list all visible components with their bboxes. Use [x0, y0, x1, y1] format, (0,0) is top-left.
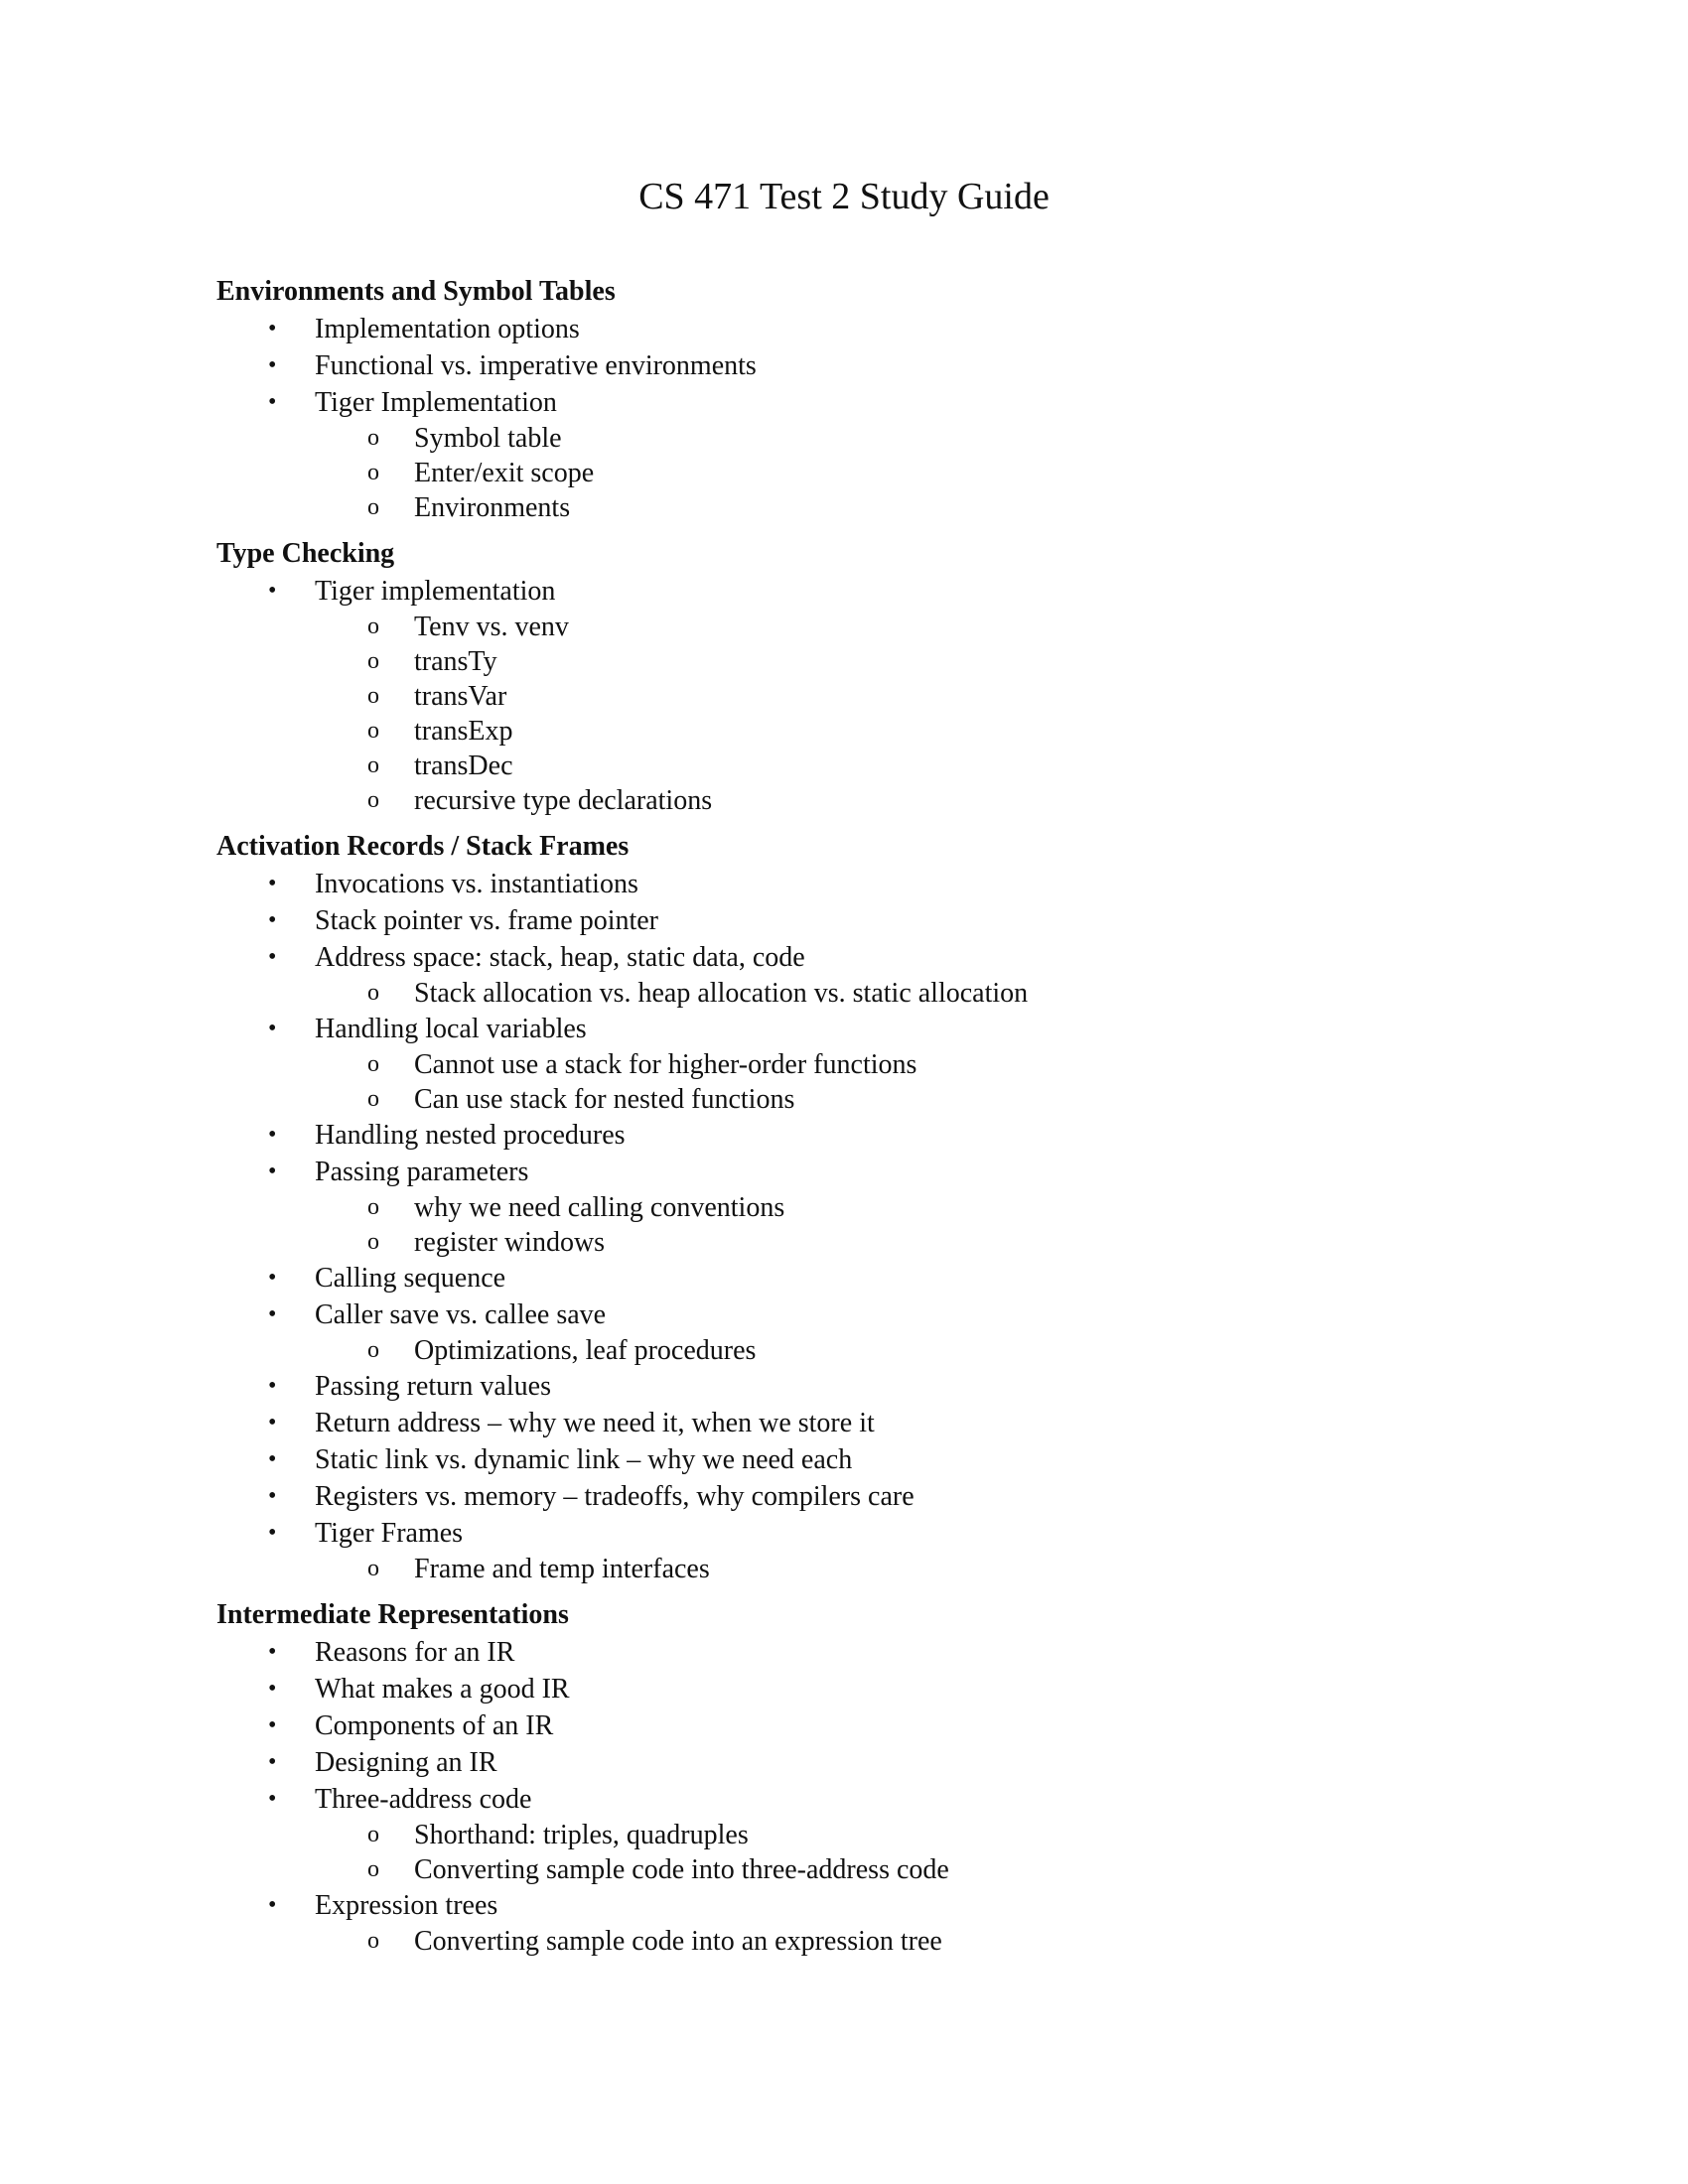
hollow-circle-bullet-icon: o	[367, 1051, 379, 1077]
hollow-circle-bullet-icon: o	[367, 1928, 379, 1954]
list-item-text: Implementation options	[315, 314, 580, 344]
list-item	[216, 573, 1507, 818]
bullet-list	[216, 573, 1507, 818]
list-item-text: Address space: stack, heap, static data, code	[315, 942, 805, 973]
sub-list-item	[216, 1852, 1507, 1887]
list-item-text: Components of an IR	[315, 1710, 554, 1741]
sub-list	[216, 1047, 1507, 1117]
sub-list-item	[216, 421, 1507, 456]
bullet-dot-icon: •	[268, 1159, 277, 1184]
hollow-circle-bullet-icon: o	[367, 787, 379, 813]
sub-list	[216, 1924, 1507, 1959]
list-item-text: Invocations vs. instantiations	[315, 869, 638, 899]
bullet-dot-icon: •	[268, 1639, 277, 1665]
list-item	[216, 1260, 1507, 1297]
sub-list-item-text: Can use stack for nested functions	[414, 1084, 795, 1115]
sub-list-item-text: recursive type declarations	[414, 785, 713, 816]
list-item	[216, 347, 1507, 384]
hollow-circle-bullet-icon: o	[367, 1086, 379, 1112]
list-item	[216, 1707, 1507, 1744]
sub-list-item-text: Tenv vs. venv	[414, 612, 569, 642]
bullet-dot-icon: •	[268, 1892, 277, 1918]
bullet-dot-icon: •	[268, 871, 277, 896]
bullet-dot-icon: •	[268, 1749, 277, 1775]
hollow-circle-bullet-icon: o	[367, 1556, 379, 1581]
sub-list	[216, 1333, 1507, 1368]
section-heading: Activation Records / Stack Frames	[216, 831, 630, 862]
sub-list	[216, 976, 1507, 1011]
list-item	[216, 1781, 1507, 1887]
outline	[216, 273, 1507, 1969]
list-item	[216, 1515, 1507, 1586]
sub-list-item	[216, 749, 1507, 783]
hollow-circle-bullet-icon: o	[367, 718, 379, 744]
sub-list-item	[216, 976, 1507, 1011]
list-item-text: Reasons for an IR	[315, 1637, 515, 1668]
bullet-list	[216, 311, 1507, 525]
list-item	[216, 384, 1507, 525]
section-heading: Intermediate Representations	[216, 1599, 569, 1630]
sub-list-item-text: transDec	[414, 751, 513, 781]
list-item	[216, 1887, 1507, 1959]
list-item	[216, 1154, 1507, 1260]
list-item-text: What makes a good IR	[315, 1674, 570, 1705]
bullet-dot-icon: •	[268, 1373, 277, 1399]
list-item-text: Static link vs. dynamic link – why we need each	[315, 1444, 853, 1475]
sub-list-item	[216, 456, 1507, 490]
sub-list	[216, 1552, 1507, 1586]
list-item-text: Handling nested procedures	[315, 1120, 626, 1151]
hollow-circle-bullet-icon: o	[367, 494, 379, 520]
bullet-dot-icon: •	[268, 352, 277, 378]
list-item-text: Designing an IR	[315, 1747, 497, 1778]
section-heading: Type Checking	[216, 538, 395, 569]
hollow-circle-bullet-icon: o	[367, 1229, 379, 1255]
list-item-text: Expression trees	[315, 1890, 498, 1921]
hollow-circle-bullet-icon: o	[367, 1337, 379, 1363]
bullet-dot-icon: •	[268, 1122, 277, 1148]
bullet-dot-icon: •	[268, 578, 277, 604]
sub-list-item	[216, 679, 1507, 714]
bullet-list	[216, 1634, 1507, 1959]
list-item-text: Return address – why we need it, when we store it	[315, 1408, 875, 1438]
list-item	[216, 1441, 1507, 1478]
list-item-text: Calling sequence	[315, 1263, 506, 1294]
sub-list-item-text: Converting sample code into three-address code	[414, 1854, 949, 1885]
bullet-dot-icon: •	[268, 1265, 277, 1291]
list-item	[216, 311, 1507, 347]
list-item-text: Handling local variables	[315, 1014, 587, 1044]
list-item	[216, 1405, 1507, 1441]
sub-list-item	[216, 610, 1507, 644]
sub-list-item	[216, 714, 1507, 749]
bullet-dot-icon: •	[268, 316, 277, 341]
sub-list-item-text: Shorthand: triples, quadruples	[414, 1820, 749, 1850]
sub-list-item-text: transTy	[414, 646, 497, 677]
sub-list-item-text: register windows	[414, 1227, 606, 1258]
list-item-text: Tiger Frames	[315, 1518, 464, 1549]
hollow-circle-bullet-icon: o	[367, 1822, 379, 1847]
sub-list-item-text: transExp	[414, 716, 513, 747]
hollow-circle-bullet-icon: o	[367, 1856, 379, 1882]
list-item-text: Tiger implementation	[315, 576, 556, 607]
bullet-dot-icon: •	[268, 944, 277, 970]
hollow-circle-bullet-icon: o	[367, 614, 379, 639]
list-item-text: Stack pointer vs. frame pointer	[315, 905, 659, 936]
sub-list-item-text: Environments	[414, 492, 571, 523]
hollow-circle-bullet-icon: o	[367, 1194, 379, 1220]
list-item	[216, 1368, 1507, 1405]
sub-list-item	[216, 1082, 1507, 1117]
sub-list-item-text: Frame and temp interfaces	[414, 1554, 710, 1584]
list-item	[216, 1744, 1507, 1781]
list-item	[216, 866, 1507, 902]
section	[216, 828, 1507, 1586]
bullet-dot-icon: •	[268, 1712, 277, 1738]
hollow-circle-bullet-icon: o	[367, 683, 379, 709]
sub-list-item	[216, 783, 1507, 818]
bullet-dot-icon: •	[268, 1676, 277, 1702]
list-item-text: Passing return values	[315, 1371, 551, 1402]
section	[216, 535, 1507, 818]
sub-list-item	[216, 1333, 1507, 1368]
sub-list-item	[216, 1818, 1507, 1852]
section	[216, 1596, 1507, 1959]
sub-list-item-text: Cannot use a stack for higher-order functions	[414, 1049, 917, 1080]
hollow-circle-bullet-icon: o	[367, 648, 379, 674]
sub-list-item	[216, 1190, 1507, 1225]
hollow-circle-bullet-icon: o	[367, 980, 379, 1006]
section-heading: Environments and Symbol Tables	[216, 276, 616, 307]
sub-list-item	[216, 1552, 1507, 1586]
hollow-circle-bullet-icon: o	[367, 460, 379, 485]
section	[216, 273, 1507, 525]
list-item-text: Caller save vs. callee save	[315, 1299, 607, 1330]
page-title: CS 471 Test 2 Study Guide	[638, 176, 1050, 217]
hollow-circle-bullet-icon: o	[367, 425, 379, 451]
bullet-dot-icon: •	[268, 1301, 277, 1327]
sub-list-item-text: Stack allocation vs. heap allocation vs. static allocation	[414, 978, 1029, 1009]
bullet-dot-icon: •	[268, 389, 277, 415]
sub-list	[216, 421, 1507, 525]
sub-list-item-text: Symbol table	[414, 423, 562, 454]
list-item	[216, 1671, 1507, 1707]
sub-list-item	[216, 1924, 1507, 1959]
list-item-text: Tiger Implementation	[315, 387, 557, 418]
list-item	[216, 1478, 1507, 1515]
bullet-dot-icon: •	[268, 1016, 277, 1041]
bullet-dot-icon: •	[268, 1483, 277, 1509]
sub-list-item	[216, 1047, 1507, 1082]
bullet-dot-icon: •	[268, 1446, 277, 1472]
list-item	[216, 1011, 1507, 1117]
sub-list-item-text: why we need calling conventions	[414, 1192, 785, 1223]
list-item-text: Registers vs. memory – tradeoffs, why compilers care	[315, 1481, 914, 1512]
sub-list-item	[216, 490, 1507, 525]
sub-list-item	[216, 1225, 1507, 1260]
list-item-text: Functional vs. imperative environments	[315, 350, 757, 381]
sub-list-item-text: transVar	[414, 681, 507, 712]
list-item	[216, 902, 1507, 939]
list-item	[216, 1634, 1507, 1671]
list-item	[216, 939, 1507, 1011]
sub-list	[216, 610, 1507, 818]
list-item-text: Three-address code	[315, 1784, 532, 1815]
sub-list	[216, 1818, 1507, 1887]
bullet-dot-icon: •	[268, 1410, 277, 1435]
bullet-dot-icon: •	[268, 1520, 277, 1546]
sub-list-item-text: Converting sample code into an expression tree	[414, 1926, 942, 1957]
bullet-dot-icon: •	[268, 1786, 277, 1812]
bullet-list	[216, 866, 1507, 1586]
bullet-dot-icon: •	[268, 907, 277, 933]
sub-list	[216, 1190, 1507, 1260]
sub-list-item-text: Enter/exit scope	[414, 458, 595, 488]
list-item	[216, 1117, 1507, 1154]
sub-list-item-text: Optimizations, leaf procedures	[414, 1335, 757, 1366]
hollow-circle-bullet-icon: o	[367, 752, 379, 778]
list-item	[216, 1297, 1507, 1368]
sub-list-item	[216, 644, 1507, 679]
list-item-text: Passing parameters	[315, 1157, 529, 1187]
